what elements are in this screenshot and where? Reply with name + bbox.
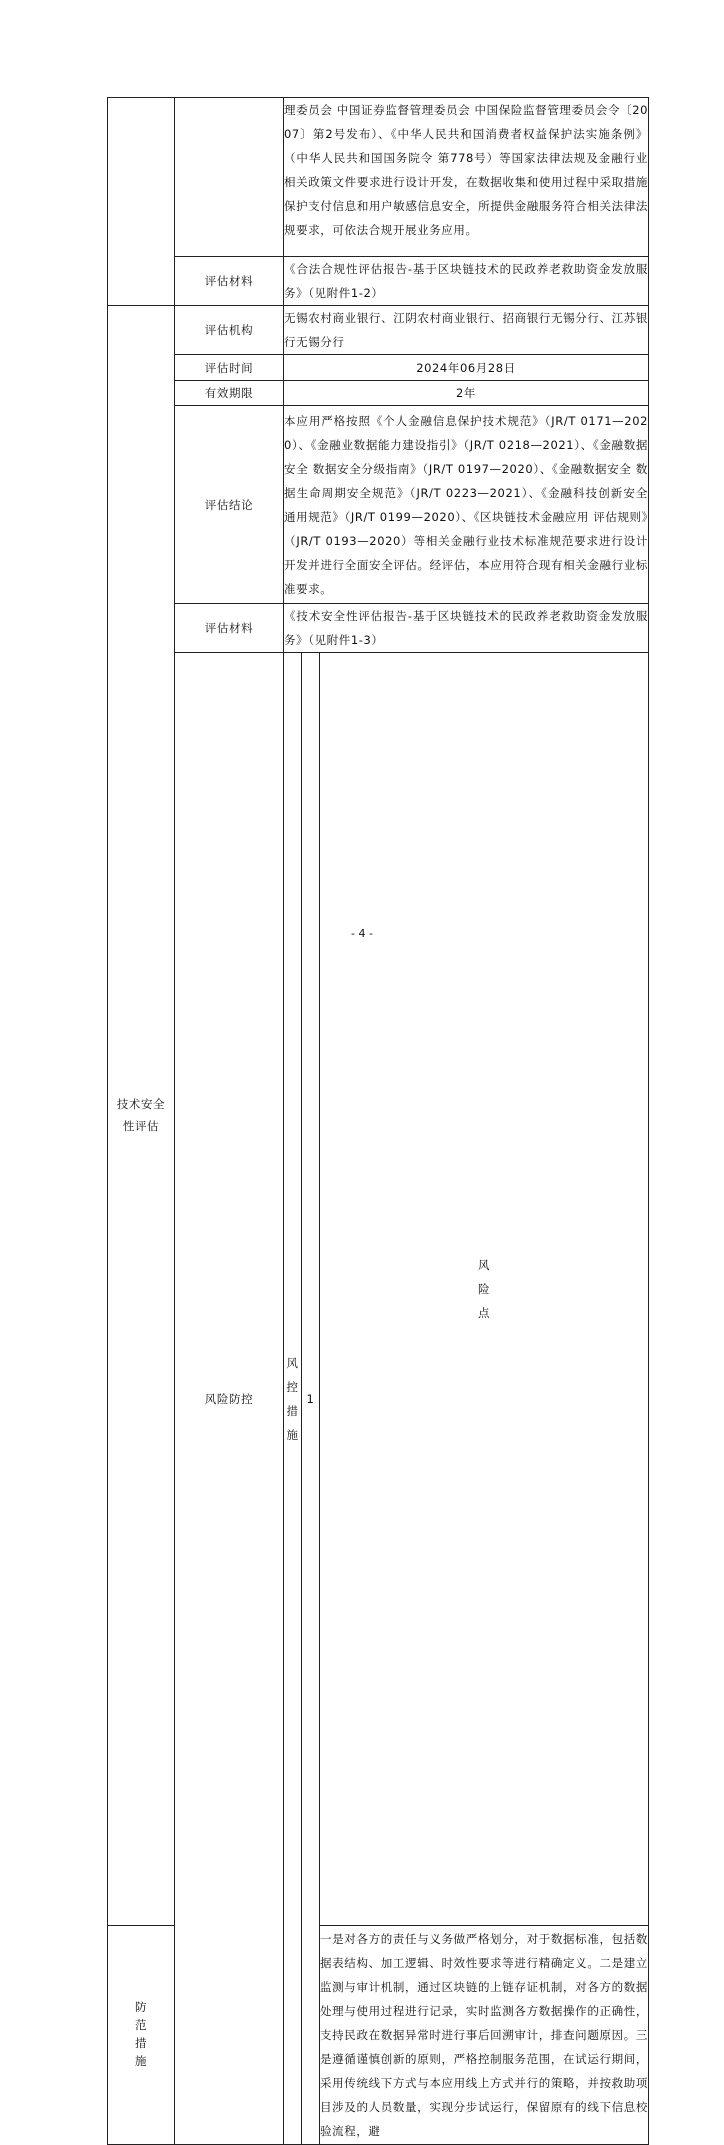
risk-section-label: 风险防控 — [175, 653, 284, 2145]
legal-material-label: 评估材料 — [175, 257, 284, 306]
security-validity-value: 2年 — [284, 381, 649, 406]
legal-basis-text: 理委员会 中国证券监督管理委员会 中国保险监督管理委员会令〔2007〕第2号发布）、《中华人民共和国消费者权益保护法实施条例》（中华人民共和国国务院令 第778号）等国家法律法规及金融行业相关政策文件要求进行设计开发，在数据收集和使用过程中采取措施保护支付信息和用户敏感信息安全，所提供金融服务符合相关法律法规要求，可依法合规开展业务应用。 — [284, 98, 649, 257]
security-conclusion-label: 评估结论 — [175, 406, 284, 604]
security-validity-label: 有效期限 — [175, 381, 284, 406]
security-material-label: 评估材料 — [175, 604, 284, 653]
security-section-label: 技术安全性评估 — [108, 306, 175, 1926]
risk-point-row — [108, 653, 649, 1926]
security-time-value: 2024年06月28日 — [284, 355, 649, 381]
security-validity-row — [108, 381, 649, 406]
legal-basis-row — [108, 98, 649, 257]
legal-basis-label-cell — [175, 98, 284, 257]
legal-material-row — [108, 257, 649, 306]
legal-material-value: 《合法合规性评估报告-基于区块链技术的民政养老救助资金发放服务》（见附件1-2） — [284, 257, 649, 306]
risk-point-label: 风险点 — [320, 653, 649, 1926]
page-number: - 4 - — [351, 927, 373, 940]
risk-item-number: 1 — [302, 653, 320, 2145]
risk-measures-label: 风控措施 — [284, 653, 302, 2145]
prevention-text: 一是对各方的责任与义务做严格划分，对于数据标准，包括数据表结构、加工逻辑、时效性要求等进行精确定义。二是建立监测与审计机制，通过区块链的上链存证机制，对各方的数据处理与使用过程进行记录，实时监测各方数据操作的正确性，支持民政在数据异常时进行事后回溯审计，排查问题原因。三是遵循谨慎创新的原则，严格控制服务范围，在试运行期间，采用传统线下方式与本应用线上方式并行的策略，并按救助项目涉及的人员数量，实现分步试运行，保留原有的线下信息校验流程，避 — [320, 1926, 649, 2145]
security-org-value: 无锡农村商业银行、江阴农村商业银行、招商银行无锡分行、江苏银行无锡分行 — [284, 306, 649, 355]
security-material-row — [108, 604, 649, 653]
security-org-row — [108, 306, 649, 355]
security-conclusion-value: 本应用严格按照《个人金融信息保护技术规范》（JR/T 0171—2020）、《金融业数据能力建设指引》（JR/T 0218—2021）、《金融数据安全 数据安全分级指南》（JR/T 0197—2020）、《金融数据安全 数据生命周期安全规范》（JR/T 0223—2021）、《金融科技创新安全通用规范》（JR/T 0199—2020）、《区块链技术金融应用 评估规则》（JR/T 0193—2020）等相关金融行业技术标准规范要求进行设计开发并进行全面安全评估。经评估，本应用符合现有相关金融行业标准要求。 — [284, 406, 649, 604]
legal-section-label-cell — [108, 98, 175, 306]
security-material-value: 《技术安全性评估报告-基于区块链技术的民政养老救助资金发放服务》（见附件1-3） — [284, 604, 649, 653]
security-time-row — [108, 355, 649, 381]
security-conclusion-row — [108, 406, 649, 604]
prevention-label: 防范措施 — [108, 1926, 175, 2145]
assessment-table — [107, 97, 649, 2145]
security-time-label: 评估时间 — [175, 355, 284, 381]
security-org-label: 评估机构 — [175, 306, 284, 355]
